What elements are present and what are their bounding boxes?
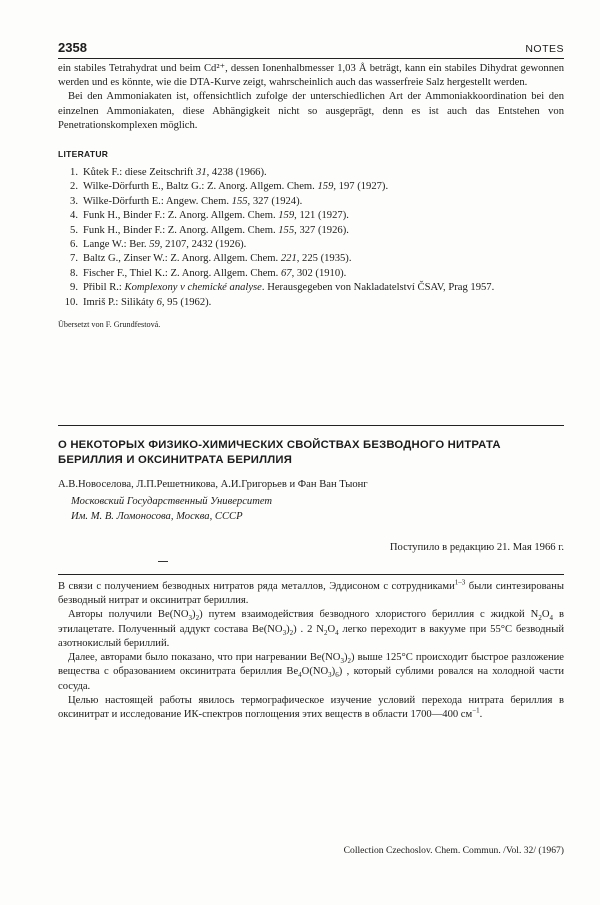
reference-item — [58, 252, 564, 266]
reference-text: Baltz G., Zinser W.: Z. Anorg. Allgem. Chem. 221, 225 (1935). — [83, 253, 352, 265]
reference-item — [58, 195, 564, 209]
reference-item — [58, 209, 564, 223]
citation-sup: 1–3 — [454, 578, 466, 587]
translator-note: Übersetzt von F. Grundfestová. — [58, 320, 161, 330]
reference-text: Kůtek F.: diese Zeitschrift 31, 4238 (1966). — [83, 167, 267, 179]
r3d: ) , который сублими ровался на холодной части сосуда. — [58, 666, 564, 692]
abstract-rule — [58, 574, 564, 575]
reference-text: Funk H., Binder F.: Z. Anorg. Allgem. Chem. 159, 121 (1927). — [83, 210, 349, 222]
r2e: ) . 2 N — [293, 623, 324, 635]
reference-number: 9. — [70, 282, 78, 294]
reference-item — [58, 238, 564, 252]
reference-text: Wilke-Dörfurth E.: Angew. Chem. 155, 327 (1924). — [83, 195, 303, 207]
received-date: Поступило в редакцию 21. Мая 1966 г. — [389, 542, 564, 554]
r2f: O — [327, 623, 336, 635]
dash-mark — [158, 561, 168, 562]
reference-text: Imriš P.: Silikáty 6, 95 (1962). — [83, 296, 212, 308]
r3c: O(NO — [301, 666, 329, 678]
russian-p1-text: В связи с получением безводных нитратов ряда металлов, Эддисоном с сотрудниками — [58, 581, 455, 593]
affiliation-line-1: Московский Государственный Университет — [71, 496, 273, 508]
r3a: Далее, авторами было показано, что при нагревании Be(NO — [68, 652, 341, 664]
russian-paragraph-4 — [58, 694, 564, 722]
reference-item — [58, 166, 564, 180]
page-number: 2358 — [58, 40, 87, 55]
r4-sup: −1 — [472, 706, 480, 715]
reference-number: 4. — [70, 210, 78, 222]
reference-number: 10. — [64, 296, 78, 308]
reference-number: 7. — [70, 253, 78, 265]
russian-paragraph-2: Авторы получили $Be(NO_3)_2$) путем взаимодействия безводного хлористого бериллия с жидкой $N_2O_4$ в этилацетате. Полученный аддукт состава $Be(NO_3)_2$) . 2 $N_2O_4$ легко переходит в вакууме при 55°C безводный азотнокислый бериллий. — [58, 609, 565, 649]
reference-number: 2. — [70, 181, 78, 193]
reference-number: 6. — [70, 239, 78, 251]
section-name: NOTES — [525, 43, 564, 55]
reference-text: Funk H., Binder F.: Z. Anorg. Allgem. Chem. 155, 327 (1926). — [83, 224, 349, 236]
german-paragraph-2: Bei den Ammoniakaten ist, offensichtlich zufolge der unterschiedlichen Art der Ammoniakkoordination bei den einzelnen Ammoniakaten, diese Abhängigkeit nicht so ausgeprägt, denn es ist auch das Entstehen von Penetrationskomplexen möglich. — [58, 91, 564, 131]
affiliation — [71, 495, 564, 524]
r4-end: . — [479, 708, 483, 720]
article-title: О НЕКОТОРЫХ ФИЗИКО-ХИМИЧЕСКИХ СВОЙСТВАХ БЕЗВОДНОГО НИТРАТА БЕРИЛЛИЯ И ОКСИНИТРАТА БЕРИЛЛИЯ — [58, 439, 501, 467]
russian-paragraph-1 — [58, 580, 564, 608]
page-header — [58, 40, 564, 55]
reference-text: Wilke-Dörfurth E., Baltz G.: Z. Anorg. Allgem. Chem. 159, 197 (1927). — [83, 181, 389, 193]
section-divider — [58, 425, 564, 426]
reference-text: Lange W.: Ber. 59, 2107, 2432 (1926). — [83, 239, 247, 251]
r2a: Авторы получили Be(NO — [68, 609, 189, 621]
reference-number: 3. — [70, 195, 78, 207]
russian-p1-end: были синтезированы безводный нитрат и оксинитрат бериллия. — [58, 581, 565, 607]
reference-item — [58, 296, 564, 310]
reference-list — [58, 166, 564, 310]
reference-number: 1. — [70, 167, 78, 179]
affiliation-line-2: Им. М. В. Ломоносова, Москва, СССР — [71, 510, 243, 522]
reference-number: 8. — [70, 267, 78, 279]
page — [58, 40, 564, 722]
reference-item — [58, 180, 564, 194]
article-authors: А.В.Новоселова, Л.П.Решетникова, А.И.Григорьев и Фан Ван Тыонг — [58, 479, 368, 491]
reference-item — [58, 267, 564, 281]
russian-paragraph-3: Далее, авторами было показано, что при нагревании $Be(NO_3)_2$) выше 125°C происходит быстрое разложение вещества с образованием оксинитрата бериллия $Be_4O(NO_3)_6$) , который сублими ровался на холодной части сосуда. — [58, 652, 564, 692]
r4: Целью настоящей работы явилось термографическое изучение условий перехода нитрата бериллия в оксинитрат и исследование ИК-спектров поглощения этих веществ в области 1700—400 см — [58, 694, 564, 720]
journal-footer: Collection Czechoslov. Chem. Commun. /Vol. 32/ (1967) — [343, 845, 564, 856]
r2g: легко переходит в вакууме при 55°C безводный азотнокислый бериллий. — [58, 623, 565, 649]
r2d: в этилацетате. Полученный аддукт состава Be(NO — [58, 609, 564, 635]
literature-heading: LITERATUR — [58, 149, 109, 160]
reference-text: Fischer F., Thiel K.: Z. Anorg. Allgem. Chem. 67, 302 (1910). — [83, 267, 347, 279]
german-paragraph-1: ein stabiles Tetrahydrat und beim Cd²⁺, dessen Ionenhalbmesser 1,03 Å beträgt, kann ein stabiles Dihydrat gewonnen werden und es könnte, wie die DTA-Kurve zeigt, wahrscheinlich auch das wasserfreie Salz hergestellt werden. — [58, 63, 564, 89]
r2c: O — [541, 609, 550, 621]
r2b: ) путем взаимодействия безводного хлористого бериллия с жидкой N — [199, 609, 539, 621]
reference-item — [58, 281, 564, 295]
reference-number: 5. — [70, 224, 78, 236]
reference-text: Přibil R.: Komplexony v chemické analyse. Herausgegeben von Nakladatelství ČSAV, Prag 1957. — [83, 282, 495, 294]
reference-item — [58, 224, 564, 238]
r3b: ) выше 125°C происходит быстрое разложение вещества с образованием оксинитрата бериллия Be — [58, 652, 564, 678]
